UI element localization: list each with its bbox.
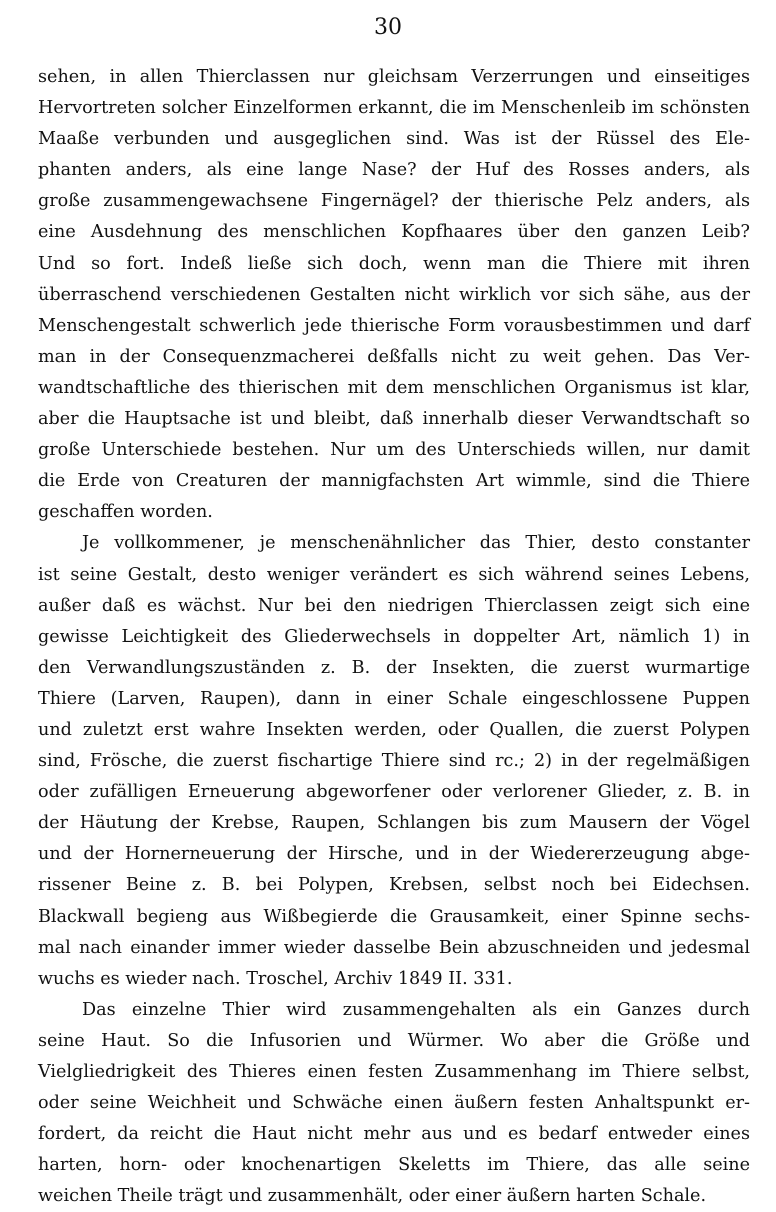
text-line: große zusammengewachsene Fingernägel? der thierische Pelz anders, als — [38, 191, 750, 212]
page-number: 30 — [374, 15, 402, 40]
text-line: Vielgliedrigkeit des Thieres einen festen Zusammenhang im Thiere selbst, — [38, 1062, 750, 1082]
text-line: sehen, in allen Thierclassen nur gleichsam Verzerrungen und einseitiges — [38, 67, 750, 87]
text-line: und zuletzt erst wahre Insekten werden, oder Quallen, die zuerst Polypen — [38, 719, 750, 740]
text-line: Je vollkommener, je menschenähnlicher das Thier, desto constanter — [82, 533, 750, 554]
text-line: oder seine Weichheit und Schwäche einen äußern festen Anhaltspunkt er- — [38, 1093, 750, 1114]
text-line: Blackwall begieng aus Wißbegierde die Grausamkeit, einer Spinne sechs- — [38, 906, 750, 927]
text-line: ist seine Gestalt, desto weniger verändert es sich während seines Lebens, — [38, 564, 750, 585]
text-line: fordert, da reicht die Haut nicht mehr aus und es bedarf entweder eines — [38, 1124, 750, 1145]
text-line: die Erde von Creaturen der mannigfachsten Art wimmle, sind die Thiere — [38, 471, 750, 492]
text-line: Und so fort. Indeß ließe sich doch, wenn man die Thiere mit ihren — [38, 253, 750, 274]
text-line: Thiere (Larven, Raupen), dann in einer Schale eingeschlossene Puppen — [38, 688, 750, 709]
text-line: wandtschaftliche des thierischen mit dem menschlichen Organismus ist klar, — [38, 377, 750, 398]
text-line: geschaffen worden. — [38, 502, 213, 523]
text-line: den Verwandlungszuständen z. B. der Insekten, die zuerst wurmartige — [38, 657, 750, 678]
text-line: oder zufälligen Erneuerung abgeworfener oder verlorener Glieder, z. B. in — [38, 782, 750, 803]
text-line: weichen Theile trägt und zusammenhält, oder einer äußern harten Schale. — [38, 1186, 707, 1207]
text-line: eine Ausdehnung des menschlichen Kopfhaares über den ganzen Leib? — [38, 222, 750, 243]
text-line: seine Haut. So die Infusorien und Würmer. Wo aber die Größe und — [38, 1030, 750, 1051]
text-line: sind, Frösche, die zuerst fischartige Thiere sind rc.; 2) in der regelmäßigen — [38, 751, 750, 772]
text-line: aber die Hauptsache ist und bleibt, daß innerhalb dieser Verwandtschaft so — [38, 409, 750, 430]
text-line: phanten anders, als eine lange Nase? der Huf des Rosses anders, als — [38, 160, 750, 181]
text-line: Das einzelne Thier wird zusammengehalten als ein Ganzes durch — [82, 999, 750, 1020]
text-line: mal nach einander immer wieder dasselbe Bein abzuschneiden und jedesmal — [38, 937, 750, 958]
text-line: harten, horn- oder knochenartigen Skeletts im Thiere, das alle seine — [38, 1155, 750, 1176]
text-line: und der Hornerneuerung der Hirsche, und in der Wiedererzeugung abge- — [38, 844, 750, 865]
text-line: Menschengestalt schwerlich jede thierische Form vorausbestimmen und darf — [38, 315, 750, 336]
text-line: Hervortreten solcher Einzelformen erkannt, die im Menschenleib im schönsten — [38, 98, 750, 119]
text-line: überraschend verschiedenen Gestalten nicht wirklich vor sich sähe, aus der — [38, 284, 750, 305]
text-line: wuchs es wieder nach. Troschel, Archiv 1849 II. 331. — [38, 968, 513, 989]
text-line: Maaße verbunden und ausgeglichen sind. Was ist der Rüssel des Ele- — [38, 129, 750, 150]
text-line: man in der Consequenzmacherei deßfalls nicht zu weit gehen. Das Ver- — [38, 346, 750, 367]
text-line: rissener Beine z. B. bei Polypen, Krebsen, selbst noch bei Eidechsen. — [38, 875, 750, 896]
text-line: außer daß es wächst. Nur bei den niedrigen Thierclassen zeigt sich eine — [38, 595, 750, 616]
text-line: gewisse Leichtigkeit des Gliederwechsels in doppelter Art, nämlich 1) in — [38, 626, 750, 647]
text-line: große Unterschiede bestehen. Nur um des Unterschieds willen, nur damit — [38, 440, 750, 461]
text-line: der Häutung der Krebse, Raupen, Schlangen bis zum Mausern der Vögel — [38, 813, 750, 834]
body-text — [38, 62, 750, 1212]
